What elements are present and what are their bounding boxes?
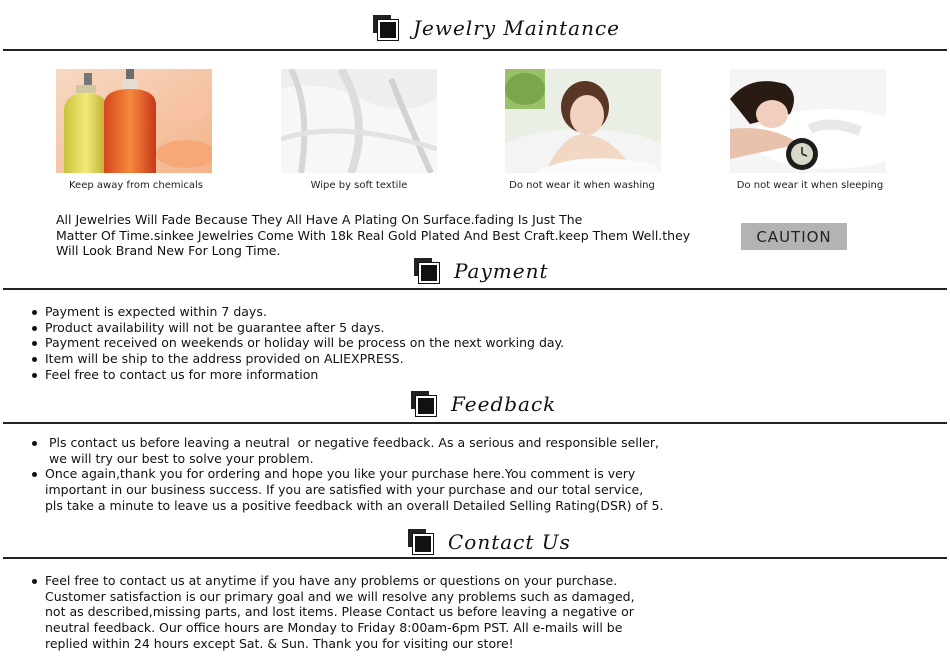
woman-sleeping-photo bbox=[730, 69, 886, 173]
list-item: Feel free to contact us at anytime if you have any problems or questions on your purchase. Customer satisfaction is our primary goal and we will resolve any problems such as damaged, not as described,missing parts, and lost items. Please Contact us before leaving a negative or neutral feedback. Our office hours are Monday to Friday 8:00am-6pm PST. All e-mails will be replied within 24 hours except Sat. & Sun. Thank you for visiting our store! bbox=[32, 573, 635, 652]
list-item: Once again,thank you for ordering and hope you like your purchase here.You comment is very important in our business success. If you are satisfied with your purchase and our total service, pls take a minute to leave us a positive feedback with an overall Detailed Selling Rating(DSR) of 5. bbox=[32, 466, 663, 513]
feedback-list bbox=[32, 435, 663, 514]
payment-title: Payment bbox=[454, 259, 549, 283]
note-line: All Jewelries Will Fade Because They All Have A Plating On Surface.fading Is Just The bbox=[56, 212, 583, 227]
feedback-title: Feedback bbox=[451, 392, 557, 416]
tip-caption-washing: Do not wear it when washing bbox=[509, 180, 655, 191]
divider bbox=[3, 557, 947, 559]
tip-caption-chemicals: Keep away from chemicals bbox=[69, 180, 203, 191]
chemical-bottles-photo bbox=[56, 69, 212, 173]
maintenance-note bbox=[56, 212, 690, 259]
list-item: Pls contact us before leaving a neutral or negative feedback. As a serious and responsible seller, we will try our best to solve your problem. bbox=[32, 435, 663, 466]
list-item: Product availability will not be guarantee after 5 days. bbox=[32, 320, 564, 336]
woman-bathing-photo bbox=[505, 69, 661, 173]
contact-list bbox=[32, 573, 635, 652]
list-item: Payment is expected within 7 days. bbox=[32, 304, 564, 320]
divider bbox=[3, 422, 947, 424]
divider bbox=[3, 288, 947, 290]
tip-caption-sleeping: Do not wear it when sleeping bbox=[736, 180, 884, 191]
section-squares-icon bbox=[414, 258, 440, 284]
tip-caption-textile: Wipe by soft textile bbox=[310, 180, 408, 191]
divider bbox=[3, 49, 947, 51]
section-squares-icon bbox=[411, 391, 437, 417]
soft-towel-photo bbox=[281, 69, 437, 173]
section-squares-icon bbox=[373, 15, 399, 41]
list-item: Payment received on weekends or holiday will be process on the next working day. bbox=[32, 335, 564, 351]
contact-title: Contact Us bbox=[448, 530, 571, 554]
list-item: Item will be ship to the address provided on ALIEXPRESS. bbox=[32, 351, 564, 367]
payment-list bbox=[32, 304, 564, 383]
maintenance-title: Jewelry Maintance bbox=[413, 16, 620, 40]
section-squares-icon bbox=[408, 529, 434, 555]
caution-badge: CAUTION bbox=[741, 223, 847, 250]
note-line: Matter Of Time.sinkee Jewelries Come With 18k Real Gold Plated And Best Craft.keep Them Well.they bbox=[56, 227, 691, 243]
note-line: Will Look Brand New For Long Time. bbox=[56, 243, 281, 258]
list-item: Feel free to contact us for more information bbox=[32, 367, 564, 383]
